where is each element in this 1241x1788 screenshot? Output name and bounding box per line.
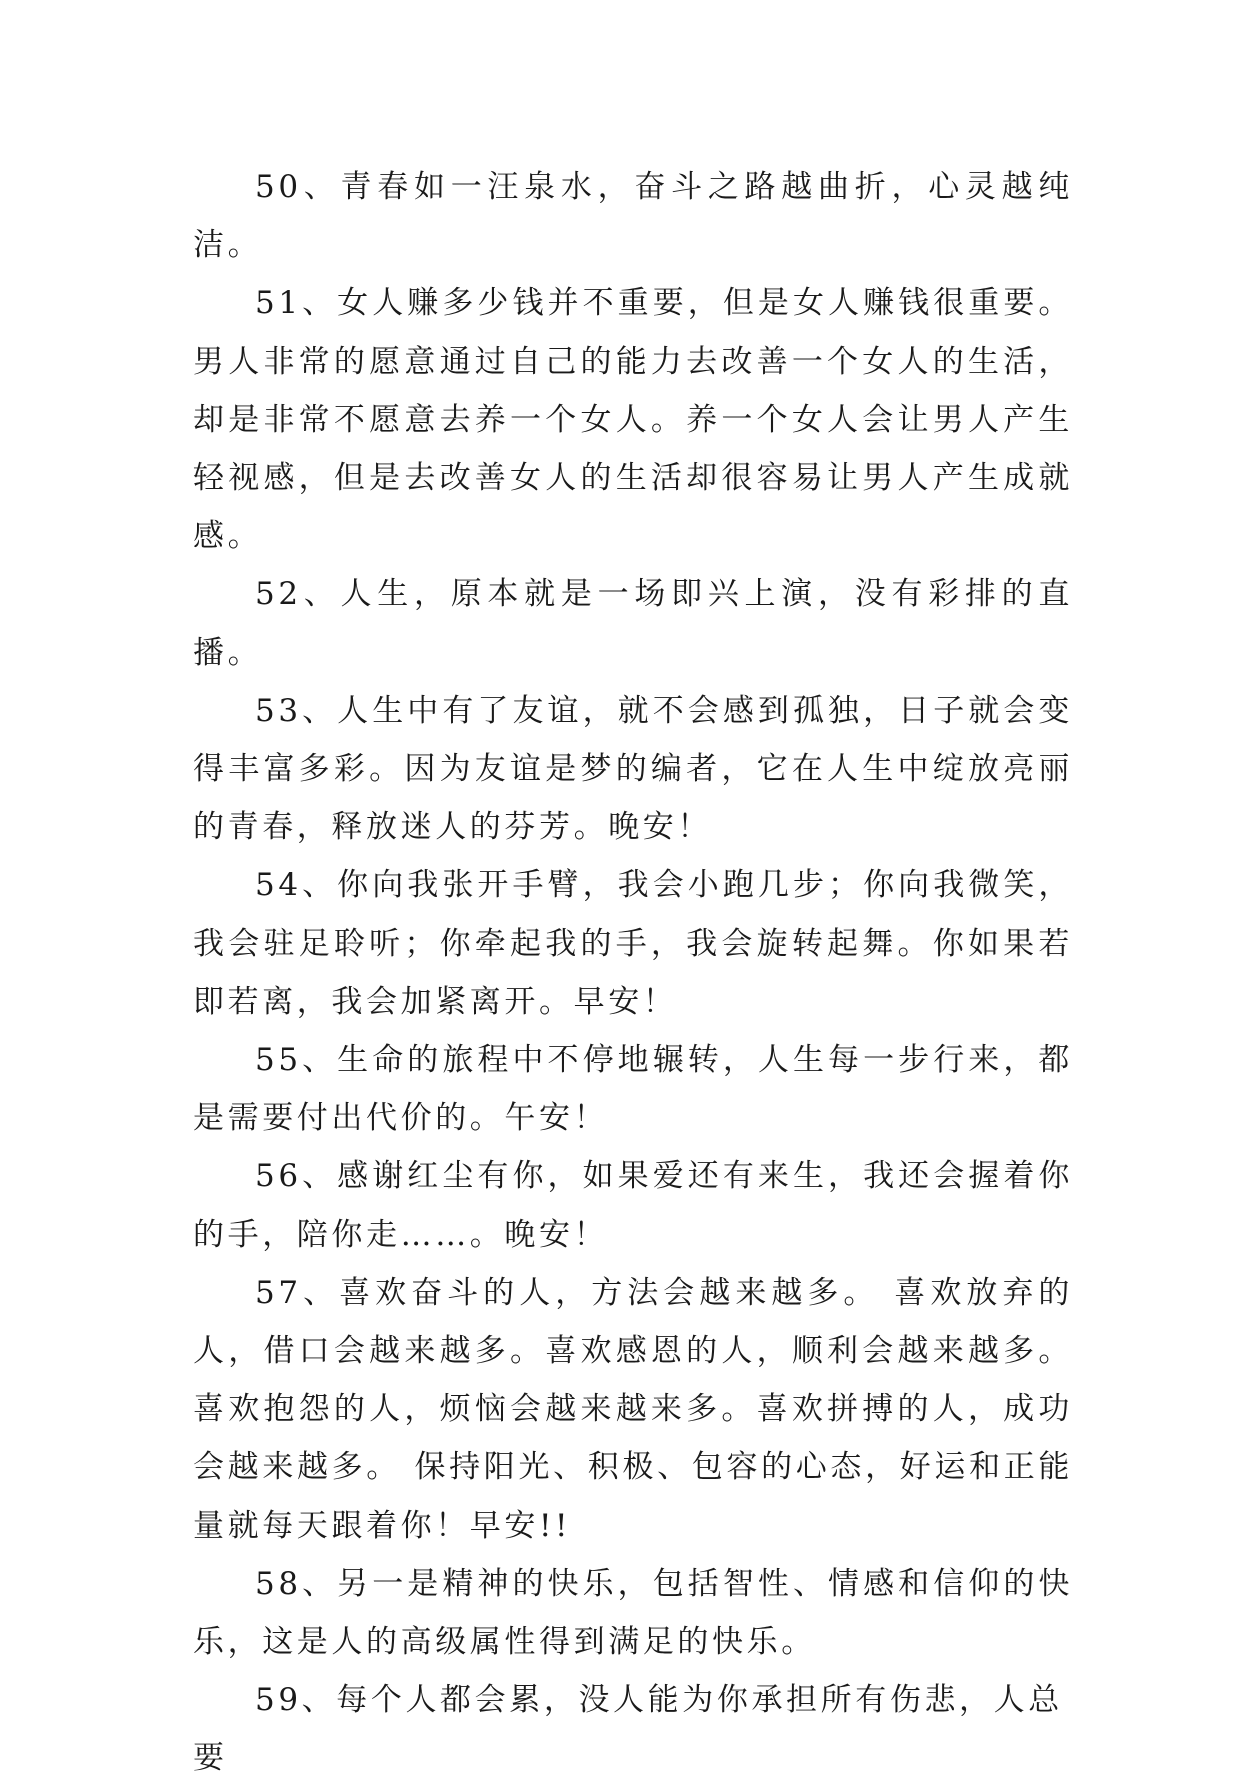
paragraph-50: 50、青春如一汪泉水，奋斗之路越曲折，心灵越纯洁。 (193, 169, 1073, 264)
paragraph-54: 54、你向我张开手臂，我会小跑几步；你向我微笑，我会驻足聆听；你牵起我的手，我会旋转起舞。你如果若即若离，我会加紧离开。早安！ (193, 867, 1073, 1020)
paragraph-55: 55、生命的旅程中不停地辗转，人生每一步行来，都是需要付出代价的。午安！ (193, 1042, 1073, 1137)
paragraph-51: 51、女人赚多少钱并不重要，但是女人赚钱很重要。男人非常的愿意通过自己的能力去改善一个女人的生活，却是非常不愿意去养一个女人。养一个女人会让男人产生轻视感，但是去改善女人的生活却很容易让男人产生成就感。 (193, 285, 1073, 555)
paragraph-56: 56、感谢红尘有你，如果爱还有来生，我还会握着你的手，陪你走……。晚安！ (193, 1158, 1073, 1253)
paragraph-53: 53、人生中有了友谊，就不会感到孤独，日子就会变得丰富多彩。因为友谊是梦的编者，它在人生中绽放亮丽的青春，释放迷人的芬芳。晚安！ (193, 692, 1073, 846)
paragraph-59: 59、每个人都会累，没人能为你承担所有伤悲，人总要 (193, 1682, 1063, 1777)
paragraph-52: 52、人生，原本就是一场即兴上演，没有彩排的直播。 (193, 576, 1073, 671)
paragraph-58: 58、另一是精神的快乐，包括智性、情感和信仰的快乐，这是人的高级属性得到满足的快乐。 (193, 1565, 1073, 1661)
document-body (193, 158, 1073, 1788)
paragraph-57: 57、喜欢奋斗的人，方法会越来越多。 喜欢放弃的人，借口会越来越多。喜欢感恩的人，顺利会越来越多。喜欢抱怨的人，烦恼会越来越来多。喜欢拼搏的人，成功会越来越多。 保持阳光、积极、包容的心态，好运和正能量就每天跟着你！早安!! (193, 1274, 1073, 1544)
